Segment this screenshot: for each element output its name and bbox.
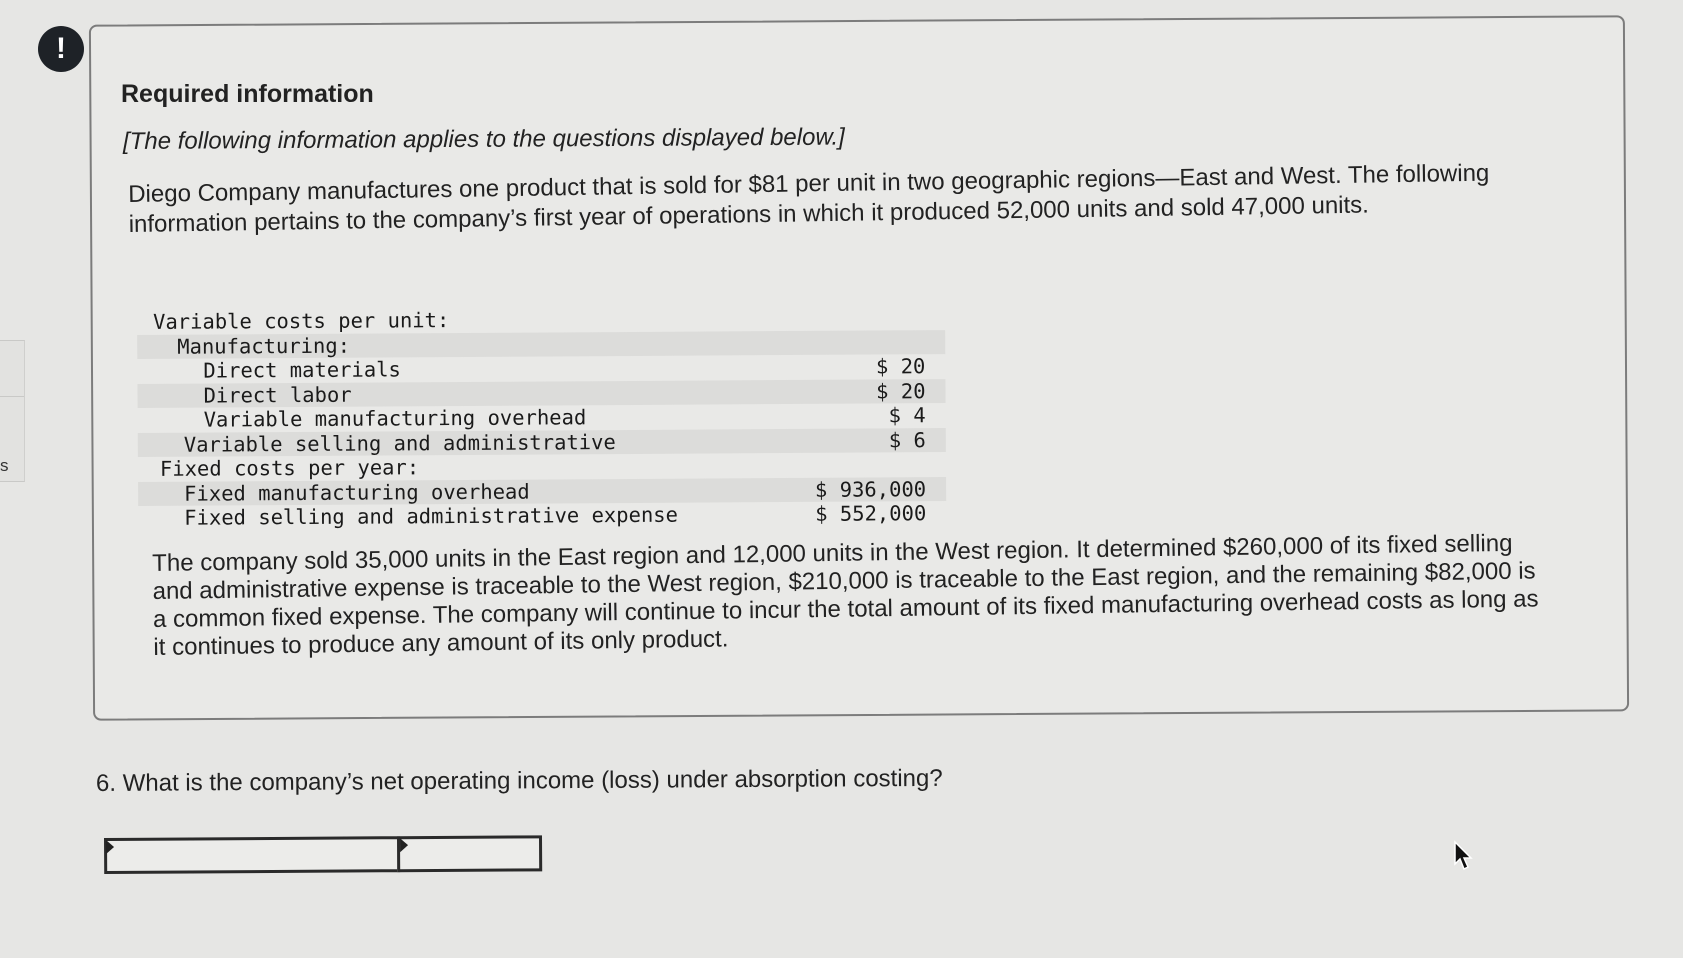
fixed-mfg-overhead-value: $ 936,000 [814, 476, 927, 502]
variable-selling-admin-label: Variable selling and administrative [183, 429, 616, 457]
dropdown-marker-icon [400, 838, 408, 852]
panel-title: Required information [121, 80, 374, 108]
left-edge-divider [0, 396, 24, 397]
direct-labor-value: $ 20 [876, 378, 926, 403]
variable-mfg-overhead-value: $ 4 [888, 403, 926, 428]
direct-materials-value: $ 20 [875, 354, 926, 379]
direct-labor-label: Direct labor [203, 382, 352, 408]
cost-table [137, 305, 946, 530]
fixed-selling-admin-label: Fixed selling and administrative expense [184, 502, 679, 530]
mouse-pointer-icon [1453, 840, 1475, 872]
table-row [138, 501, 946, 530]
variable-mfg-overhead-label: Variable manufacturing overhead [203, 405, 587, 432]
fixed-costs-header: Fixed costs per year: [159, 455, 420, 481]
question-text: 6. What is the company’s net operating income (loss) under absorption costing? [95, 764, 943, 797]
variable-selling-admin-value: $ 6 [888, 427, 926, 452]
intro-text: Diego Company manufactures one product that is sold for $81 per unit in two geographic regions—East and West. The following information pertains to the company’s first year of operations in which it produced 52,000 units and sold 47,000 units. [128, 159, 1490, 238]
answer-label-input[interactable] [104, 836, 400, 874]
edge-letter: s [0, 456, 9, 475]
panel-subtitle: [The following information applies to the questions displayed below.] [122, 123, 845, 155]
direct-materials-label: Direct materials [203, 357, 401, 383]
answer-row [104, 835, 542, 874]
manufacturing-header: Manufacturing: [177, 333, 351, 359]
alert-icon: ! [38, 26, 84, 72]
fixed-mfg-overhead-label: Fixed manufacturing overhead [184, 479, 530, 506]
regions-paragraph: The company sold 35,000 units in the East region and 12,000 units in the West region. It determined $260,000 of its fixed selling and administrative expense is traceable to the West region, $210,000 is traceable to the East region, and the remaining $82,000 is a common fixed expense. The company will continue to incur the total amount of its fixed manufacturing overhead costs as long as it continues to produce any amount of its only product. [152, 529, 1539, 661]
answer-amount-input[interactable] [397, 835, 542, 872]
variable-costs-header: Variable costs per unit: [152, 308, 450, 334]
fixed-selling-admin-value: $ 552,000 [815, 501, 927, 526]
dropdown-marker-icon [106, 840, 114, 854]
